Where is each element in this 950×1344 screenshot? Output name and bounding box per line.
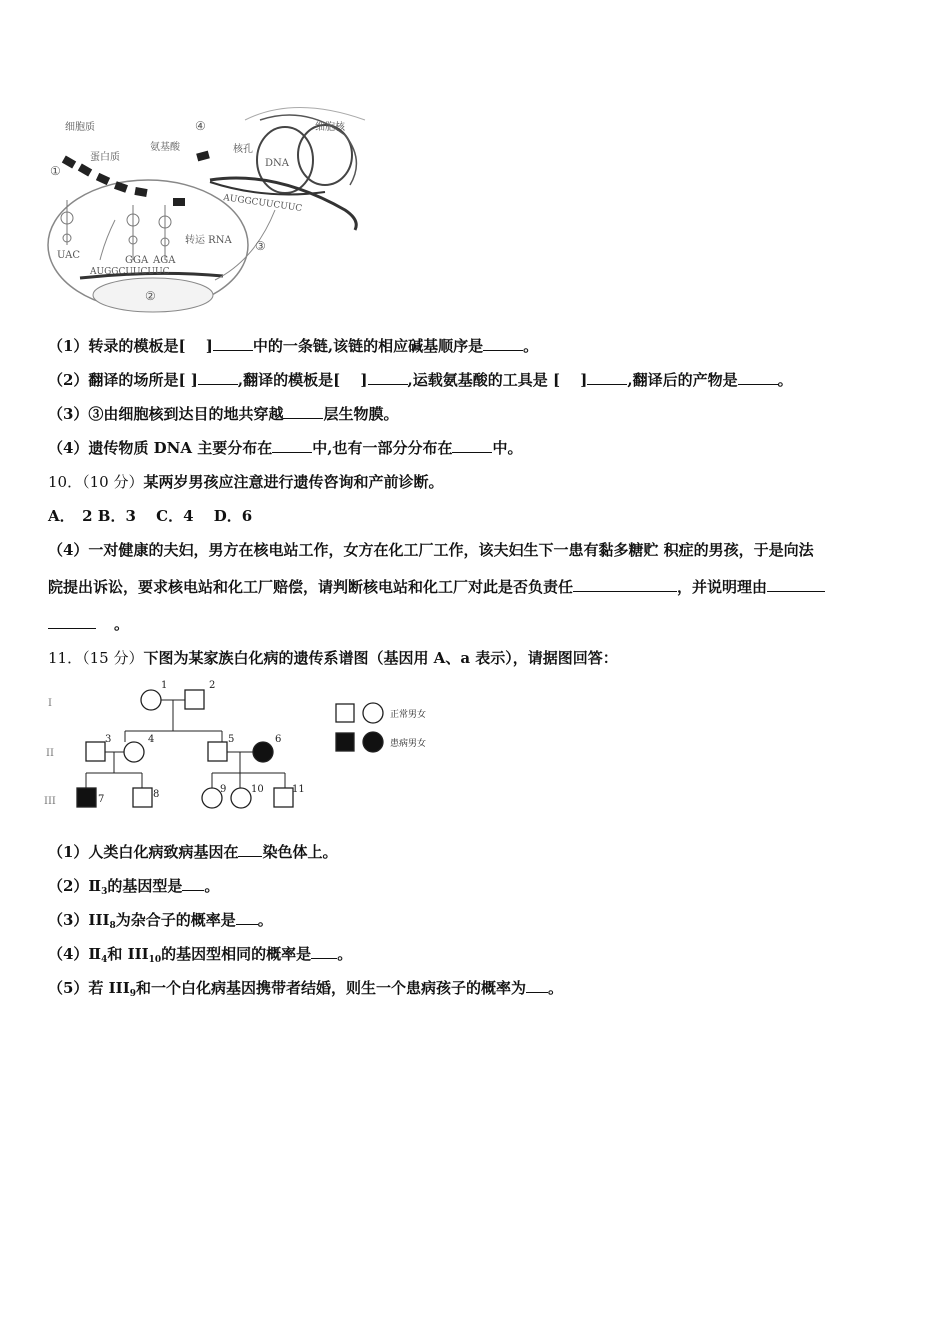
- individual-8-number: 8: [153, 789, 160, 800]
- q11-part3: [48, 910, 273, 936]
- answer-blank[interactable]: [213, 336, 253, 351]
- legend-normal-female: [363, 703, 383, 723]
- label-marker-3: ③: [255, 239, 266, 253]
- label-aga: AGA: [153, 255, 176, 266]
- individual-8-male-normal: [133, 788, 152, 807]
- q11-part1: [48, 842, 337, 862]
- q9-part4: [48, 438, 523, 458]
- q11-part3-subscript: 8: [109, 921, 116, 931]
- q11-part2-text-a: （2）Ⅱ: [48, 877, 102, 895]
- q9-part3-text-b: 层生物膜。: [323, 405, 399, 423]
- q10-part4-text-3: 。: [114, 615, 130, 633]
- trna-3: [159, 205, 171, 260]
- answer-blank[interactable]: [272, 438, 312, 453]
- individual-11-male-normal: [274, 788, 293, 807]
- q11-part5-subscript: 9: [129, 989, 136, 999]
- answer-blank[interactable]: [767, 577, 825, 592]
- q11-part4-subscript-2: 10: [148, 955, 162, 965]
- q10-part4-line3: [48, 614, 129, 634]
- q11-number: 11．（15 分）: [48, 649, 144, 667]
- individual-5-number: 5: [228, 734, 235, 745]
- q11-stem-text: 下图为某家族白化病的遗传系谱图（基因用 A、a 表示），请据图回答：: [143, 649, 618, 667]
- label-dna: DNA: [265, 158, 289, 169]
- q9-part2-text-b: ,翻译的模板是[ ]: [237, 371, 368, 389]
- q9-part2-text-d: ,翻译后的产物是: [627, 371, 738, 389]
- transport-arrow: [100, 220, 115, 260]
- individual-3-number: 3: [105, 734, 112, 745]
- label-protein: 蛋白质: [90, 152, 120, 163]
- individual-3-male-normal: [86, 742, 105, 761]
- legend-normal-label: 正常男女: [390, 710, 427, 720]
- answer-blank[interactable]: [368, 370, 408, 385]
- trna-2: [127, 205, 139, 260]
- answer-blank[interactable]: [483, 336, 523, 351]
- answer-blank[interactable]: [573, 577, 677, 592]
- q10-options: [48, 506, 252, 526]
- answer-blank[interactable]: [738, 370, 778, 385]
- label-cytoplasm: 细胞质: [65, 122, 95, 133]
- amino-acid-block: [196, 151, 210, 162]
- individual-10-female-normal: [231, 788, 251, 808]
- generation-label-iii: III: [44, 796, 56, 807]
- q9-part2-text-c: ,运载氨基酸的工具是 [ ]: [407, 371, 588, 389]
- label-nuclear-pore: 核孔: [233, 144, 253, 155]
- q9-part1-text-a: （1）转录的模板是[ ]: [48, 337, 213, 355]
- q10-part4-line1: [48, 540, 814, 560]
- q9-part4-text-c: 中。: [492, 439, 523, 457]
- individual-10-number: 10: [251, 784, 264, 795]
- label-marker-4: ④: [195, 119, 206, 133]
- q9-part4-text-b: 中,也有一部分分布在: [312, 439, 453, 457]
- individual-4-number: 4: [148, 734, 155, 745]
- individual-11-number: 11: [292, 784, 305, 795]
- q11-part2-text-b: 的基因型是: [107, 877, 183, 895]
- answer-blank[interactable]: [587, 370, 627, 385]
- pedigree-chart: [40, 676, 460, 816]
- q11-part4: [48, 944, 352, 970]
- q11-part4-text-b: 和 III: [107, 945, 149, 963]
- q9-part3: [48, 404, 398, 424]
- legend-affected-female: [363, 732, 383, 752]
- answer-blank[interactable]: [182, 876, 204, 891]
- q11-part5: [48, 978, 563, 1004]
- q11-part5-text-b: 和一个白化病基因携带者结婚，则生一个患病孩子的概率为: [135, 979, 526, 997]
- label-mrna-top: AUGGCUUCUUC: [222, 193, 303, 215]
- individual-9-number: 9: [220, 784, 227, 795]
- individual-2-male-normal: [185, 690, 204, 709]
- individual-1-female-normal: [141, 690, 161, 710]
- individual-5-male-normal: [208, 742, 227, 761]
- q11-part5-text-c: 。: [548, 979, 564, 997]
- amino-acid-block: [62, 156, 76, 169]
- individual-4-female-normal: [124, 742, 144, 762]
- individual-7-male-affected: [77, 788, 96, 807]
- label-nucleus: 细胞核: [315, 122, 345, 133]
- q11-part4-text-d: 。: [337, 945, 353, 963]
- q11-stem: [48, 648, 618, 668]
- nuclear-envelope-outer: [245, 108, 365, 121]
- q10-part4-text-2b: ，并说明理由: [677, 578, 768, 596]
- q10-part4-text-2a: 院提出诉讼，要求核电站和化工厂赔偿，请判断核电站和化工厂对此是否负责任: [48, 578, 574, 596]
- q11-part3-text-c: 。: [257, 911, 273, 929]
- q11-part2-subscript: 3: [101, 887, 108, 897]
- q11-part4-text-c: 的基因型相同的概率是: [161, 945, 312, 963]
- label-mrna-bottom: AUGGCUUCUUC: [90, 267, 170, 277]
- answer-blank[interactable]: [48, 614, 96, 629]
- q9-part4-text-a: （4）遗传物质 DNA 主要分布在: [48, 439, 273, 457]
- q11-part3-text-a: （3）III: [48, 911, 110, 929]
- q11-part2: [48, 876, 219, 902]
- amino-acid-block: [114, 181, 128, 193]
- q10-stem: [48, 472, 443, 492]
- q11-part1-text-a: （1）人类白化病致病基因在: [48, 843, 239, 861]
- answer-blank[interactable]: [311, 944, 337, 959]
- q9-part1-text-c: 。: [523, 337, 539, 355]
- label-amino-acid: 氨基酸: [150, 142, 180, 153]
- answer-blank[interactable]: [236, 910, 258, 925]
- individual-7-number: 7: [98, 794, 105, 805]
- label-uac: UAC: [57, 250, 80, 261]
- q9-part2: [48, 370, 793, 390]
- answer-blank[interactable]: [452, 438, 492, 453]
- q9-part1: [48, 336, 538, 356]
- q10-stem-text: 某两岁男孩应注意进行遗传咨询和产前诊断。: [143, 473, 444, 491]
- q10-part4-text-1: （4）一对健康的夫妇，男方在核电站工作，女方在化工厂工作，该夫妇生下一患有黏多糖贮 积症的男孩，于是向法: [48, 541, 814, 559]
- individual-6-number: 6: [275, 734, 282, 745]
- answer-blank[interactable]: [526, 978, 548, 993]
- individual-9-female-normal: [202, 788, 222, 808]
- label-trna: 转运 RNA: [185, 235, 232, 246]
- q10-part4-line2: [48, 577, 825, 597]
- generation-label-i: I: [48, 698, 52, 709]
- q9-part2-text-a: （2）翻译的场所是[ ]: [48, 371, 198, 389]
- generation-label-ii: II: [46, 748, 54, 759]
- individual-2-number: 2: [209, 680, 216, 691]
- q11-part3-text-b: 为杂合子的概率是: [115, 911, 236, 929]
- q11-part1-text-b: 染色体上。: [262, 843, 338, 861]
- q11-part4-text-a: （4）Ⅱ: [48, 945, 102, 963]
- q11-part2-text-c: 。: [204, 877, 220, 895]
- label-marker-2: ②: [145, 289, 156, 303]
- legend-affected-male: [336, 733, 354, 751]
- q11-part5-text-a: （5）若 III: [48, 979, 130, 997]
- answer-blank[interactable]: [198, 370, 238, 385]
- q10-number: 10．（10 分）: [48, 473, 144, 491]
- individual-6-female-affected: [253, 742, 273, 762]
- amino-acid-block: [134, 187, 147, 197]
- legend-affected-label: 患病男女: [390, 739, 427, 749]
- amino-acid-block: [96, 173, 110, 185]
- label-marker-1: ①: [50, 164, 61, 178]
- legend-normal-male: [336, 704, 354, 722]
- q9-part2-text-e: 。: [777, 371, 793, 389]
- q9-part1-text-b: 中的一条链,该链的相应碱基顺序是: [252, 337, 484, 355]
- gene-expression-diagram: [45, 100, 375, 315]
- amino-acid-block: [78, 164, 92, 177]
- answer-blank[interactable]: [283, 404, 323, 419]
- trna-1: [61, 200, 73, 245]
- amino-acid-block: [173, 198, 185, 206]
- label-gga: GGA: [125, 255, 149, 266]
- individual-1-number: 1: [161, 680, 168, 691]
- q9-part3-text-a: （3）③由细胞核到达目的地共穿越: [48, 405, 284, 423]
- q10-options-text: A． 2 B．3 C．4 D．6: [48, 507, 253, 525]
- q11-part4-subscript-1: 4: [101, 955, 108, 965]
- answer-blank[interactable]: [238, 842, 262, 857]
